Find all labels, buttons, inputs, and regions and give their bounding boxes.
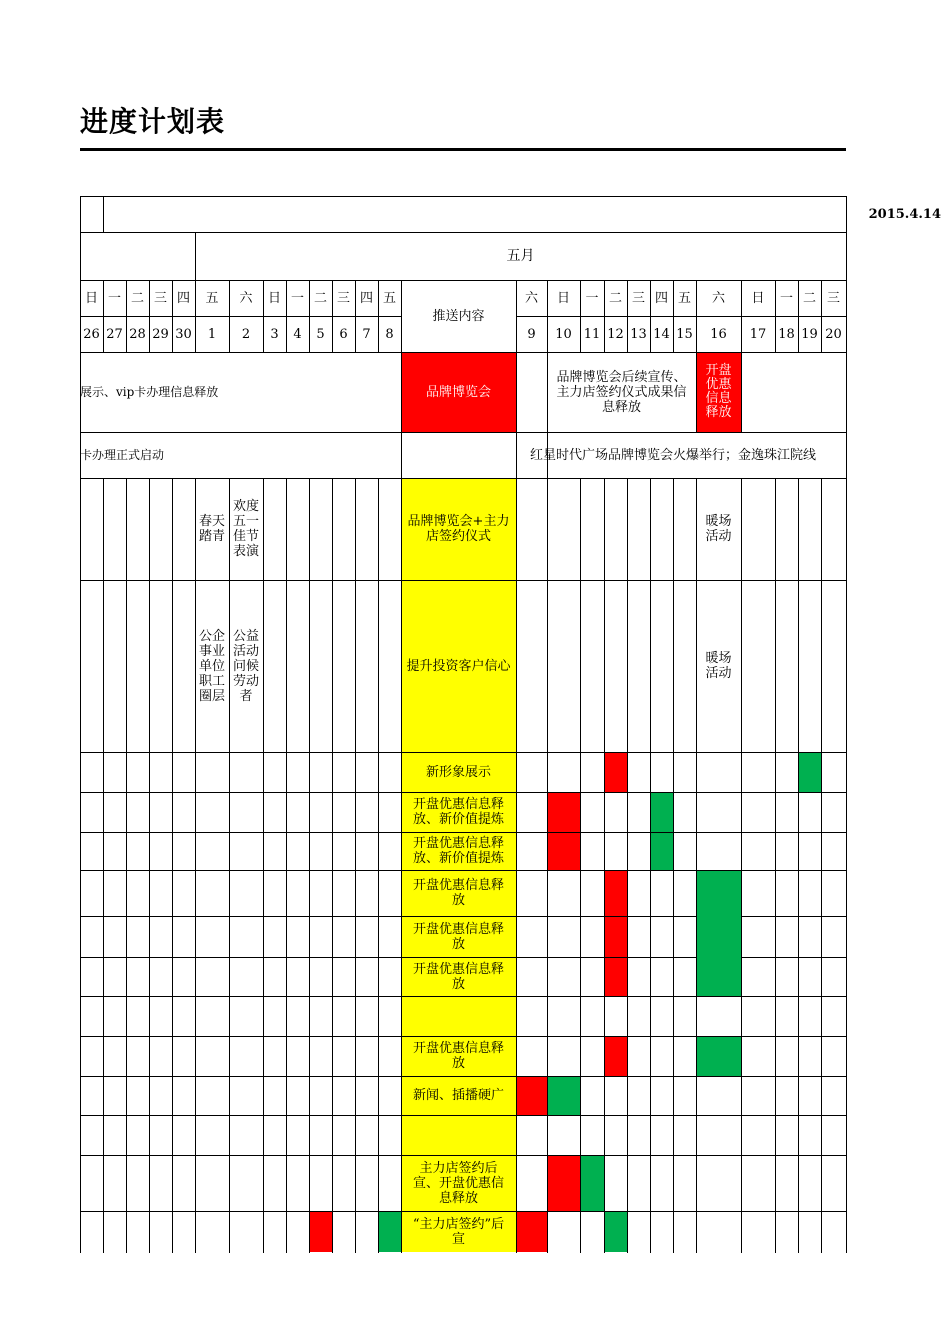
date-number: 28: [129, 326, 146, 342]
weekday-label: 一: [107, 290, 121, 306]
grid-line-v: [195, 478, 196, 1253]
weekday-label: 四: [359, 290, 373, 306]
weekday-label: 三: [336, 290, 350, 306]
weekday-label: 六: [239, 290, 253, 306]
date-number: 14: [653, 326, 670, 342]
date-number: 5: [316, 326, 325, 342]
grid-line-v: [821, 478, 822, 1253]
schedule-mark-red[interactable]: [604, 752, 627, 792]
media-push-content: 新闻、插播硬广: [412, 1088, 504, 1103]
weekday-label: 二: [130, 290, 144, 306]
grid-line-v: [547, 478, 548, 1253]
audience-may1: 公企事业单位职工圈层: [198, 628, 225, 704]
schedule-mark-red[interactable]: [604, 1036, 627, 1076]
date-number: 16: [710, 326, 727, 342]
weekday-label: 六: [711, 290, 725, 306]
date-number: 13: [630, 326, 647, 342]
schedule-mark-green[interactable]: [798, 752, 821, 792]
info-row2-left: 卡办理正式启动: [80, 447, 165, 462]
date-number: 3: [270, 326, 279, 342]
activity-may2: 欢度五一佳节表演: [232, 499, 259, 559]
info-row1-left: 展示、vip卡办理信息释放: [80, 384, 219, 399]
page-title: 进度计划表: [80, 105, 226, 138]
schedule-mark-green[interactable]: [378, 1211, 401, 1252]
grid-line-v: [149, 478, 150, 1253]
schedule-mark-green[interactable]: [547, 1076, 580, 1115]
schedule-mark-green[interactable]: [580, 1155, 604, 1211]
date-number: 19: [801, 326, 818, 342]
activity-may16: 暖场活动: [705, 514, 732, 544]
weekday-label: 二: [802, 290, 816, 306]
schedule-grid: [80, 196, 941, 1252]
media-push-content: 开盘优惠信息释放、新价值提炼: [412, 797, 504, 827]
schedule-mark-red[interactable]: [516, 1211, 547, 1252]
grid-line-v: [627, 478, 628, 1253]
schedule-mark-red[interactable]: [604, 870, 627, 916]
schedule-mark-green[interactable]: [696, 957, 741, 996]
schedule-mark-red[interactable]: [547, 1155, 580, 1211]
weekday-label: 三: [153, 290, 167, 306]
grid-line-v: [332, 478, 333, 1253]
schedule-mark-green[interactable]: [696, 870, 741, 916]
weekday-label: 一: [290, 290, 304, 306]
activity-push: 品牌博览会+主力店签约仪式: [407, 514, 510, 544]
table-right-line: [846, 196, 847, 1253]
weekday-label: 五: [382, 290, 396, 306]
grid-line-v: [229, 478, 230, 1253]
weekday-label: 日: [556, 290, 570, 306]
media-push-content: 新形象展示: [425, 764, 491, 780]
date-number: 9: [527, 326, 536, 342]
grid-line-v: [355, 478, 356, 1253]
weekday-label: 三: [631, 290, 645, 306]
media-push-content: 开盘优惠信息释放: [412, 961, 504, 992]
date-number: 2: [241, 326, 251, 342]
date-number: 8: [385, 326, 394, 342]
report-date: 2015.4.14: [868, 206, 941, 222]
schedule-mark-red[interactable]: [516, 1076, 547, 1115]
schedule-mark-red[interactable]: [604, 957, 627, 996]
weekday-label: 三: [826, 290, 840, 306]
date-number: 11: [583, 326, 601, 342]
weekday-label: 日: [84, 290, 98, 306]
grid-line-v: [126, 478, 127, 1253]
grid-line-v: [172, 478, 173, 1253]
date-number: 18: [778, 326, 795, 342]
weekday-label: 一: [779, 290, 793, 306]
date-number: 1: [207, 326, 217, 342]
grid-line-v: [263, 478, 264, 1253]
grid-line-h: [741, 916, 847, 917]
grid-line-v: [103, 478, 104, 1253]
date-number: 26: [83, 326, 100, 342]
grid-line-h: [741, 957, 847, 958]
grid-line-v: [516, 352, 517, 1253]
schedule-mark-red[interactable]: [547, 832, 580, 870]
grid-line-v: [103, 196, 104, 233]
media-push-content: 主力店签约后宣、开盘优惠信息释放: [412, 1160, 504, 1206]
weekday-label: 二: [313, 290, 327, 306]
media-push-content: 开盘优惠信息释放: [412, 878, 504, 908]
grid-line-v: [696, 478, 697, 1253]
media-push-content: 开盘优惠信息释放: [412, 921, 504, 952]
weekday-label: 日: [267, 290, 281, 306]
push-content-header: 推送内容: [432, 308, 485, 324]
weekday-label: 日: [751, 290, 765, 306]
weekday-label: 五: [205, 290, 219, 306]
schedule-mark-green[interactable]: [604, 1211, 627, 1252]
date-number: 4: [293, 326, 302, 342]
activity-may1: 春天踏青: [198, 514, 225, 544]
media-push-content: “主力店签约”后宣: [412, 1216, 505, 1247]
date-number: 29: [152, 326, 169, 342]
weekday-label: 五: [677, 290, 691, 306]
audience-may16: 暖场活动: [705, 651, 732, 681]
grid-line-v: [673, 478, 674, 1253]
date-number: 12: [607, 326, 624, 342]
schedule-mark-red[interactable]: [547, 792, 580, 832]
date-number: 17: [749, 326, 767, 342]
info-row1-right: 品牌博览会后续宣传、主力店签约仪式成果信息释放: [556, 369, 687, 415]
grid-line-v: [401, 352, 402, 1253]
grid-line-v: [378, 478, 379, 1253]
date-number: 30: [175, 326, 192, 342]
month-label: 五月: [506, 247, 535, 264]
date-number: 15: [676, 326, 693, 342]
info-row1-push: 品牌博览会: [425, 384, 491, 400]
weekday-label: 一: [585, 290, 599, 306]
grid-line-v: [775, 478, 776, 1253]
weekday-label: 六: [524, 290, 538, 306]
info-row1-tag: 开盘优惠信息释放: [705, 363, 732, 420]
grid-line-v: [580, 478, 581, 1253]
schedule-mark-green[interactable]: [696, 1036, 741, 1076]
grid-line-v: [309, 478, 310, 1253]
weekday-label: 二: [608, 290, 622, 306]
date-number: 10: [555, 326, 572, 342]
audience-push: 提升投资客户信心: [406, 658, 511, 674]
media-push-content: [407, 1115, 510, 1155]
date-number: 27: [106, 326, 123, 342]
media-push-content: [407, 996, 510, 1036]
grid-line-v: [696, 352, 697, 433]
schedule-mark-green[interactable]: [650, 792, 673, 832]
grid-line-v: [741, 352, 742, 433]
info-row2-right: 红星时代广场品牌博览会火爆举行；金逸珠江院线: [530, 447, 817, 463]
grid-line-v: [650, 478, 651, 1253]
weekday-label: 四: [654, 290, 668, 306]
title-rule: [80, 148, 846, 151]
audience-may2: 公益活动问候劳动者: [232, 628, 259, 704]
schedule-mark-green[interactable]: [650, 832, 673, 870]
date-number: 20: [825, 326, 842, 342]
date-number: 6: [339, 326, 348, 342]
weekday-label: 四: [176, 290, 190, 306]
schedule-mark-red[interactable]: [604, 916, 627, 957]
grid-line-v: [741, 478, 742, 1253]
grid-line-v: [286, 478, 287, 1253]
schedule-mark-green[interactable]: [696, 916, 741, 957]
schedule-mark-red[interactable]: [309, 1211, 332, 1252]
media-push-content: 开盘优惠信息释放: [412, 1041, 504, 1071]
grid-line-v: [798, 478, 799, 1253]
grid-line-v: [604, 478, 605, 1253]
date-number: 7: [362, 326, 371, 342]
media-push-content: 开盘优惠信息释放、新价值提炼: [412, 836, 504, 866]
